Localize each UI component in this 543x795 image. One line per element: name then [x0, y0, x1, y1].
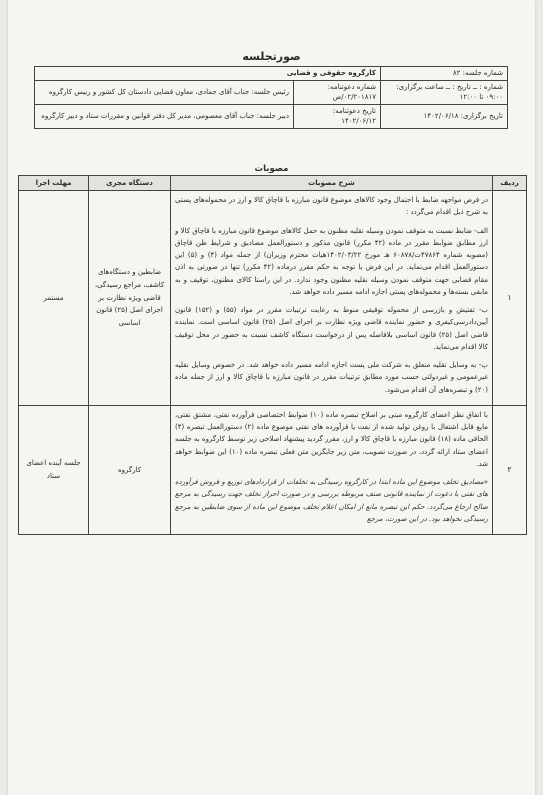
working-group: کارگروه حقوقی و قضایی	[35, 67, 381, 81]
row-number: ۲	[493, 405, 527, 534]
table-row	[19, 405, 527, 534]
deadline: مستمر	[19, 191, 89, 406]
column-header-description: شرح مصوبات	[171, 176, 493, 191]
resolution-description	[171, 191, 493, 406]
invitation-number: شماره دعوتنامه: ۰۲/۲۰۱۸۱۷/ص	[294, 81, 381, 105]
column-header-agency: دستگاه مجری	[89, 176, 171, 191]
resolutions-heading: مصوبات	[254, 164, 289, 174]
resolutions-table	[18, 175, 527, 535]
document-page	[8, 0, 535, 795]
paragraph-alef: الف- ضابط نسبت به متوقف نمودن وسیله نقلیه مظنون به حمل کالاهای موضوع قانون مبارزه با قاچاق کالا و ارز مطابق ضوابط مقرر در ماده (۴۲ مکرر) قانون مذکور و دستورالعمل مصادیق و شرایط ظن قاچاق (مصوبه شماره ۴۷۸۶۴ت/۶۰۸۷۸ هـ مورخ ۱۴۰۲/۰۳/۲۲هیات محترم وزیران) از جمله مواد (۴) و (۵) این دستورالعمل اقدام می‌نماید. در این فرض با توجه به حکم مقرر درماده (۴۲ مکرر) تنها در صورتی به اذن مقام قضایی جهت متوقف نمودن وسیله نقلیه مظنون وجود ندارد. در این راستا کالای مظنون، توقیف و به مابقی بسته‌ها و محموله‌های پستی اجازه ادامه مسیر داده خواهد شد.	[175, 226, 489, 296]
column-header-deadline: مهلت اجرا	[19, 176, 89, 191]
table-row	[19, 191, 527, 406]
resolution-description	[171, 405, 493, 534]
executing-agency: ضابطین و دستگاه‌های کاشف، مراجع رسیدگی، قاضی ویژه نظارت بر اجرای اصل (۲۵) قانون اساسی	[89, 191, 171, 406]
column-header-row: ردیف	[493, 176, 527, 191]
paragraph-pe: پ- به وسایل نقلیه متعلق به شرکت ملی پست اجازه ادامه مسیر داده خواهد شد. در خصوص وسایل نقلیه غیرعمومی و غیردولتی حسب مورد مطابق ترتیبات مقرر در قانون مبارزه با قاچاق کالا و ارز از جمله ماده (۲۰) و تبصره‌های آن اقدام می‌شود.	[175, 361, 488, 394]
meeting-date: تاریخ برگزاری: ۱۴۰۲/۰۶/۱۸	[381, 105, 508, 129]
deadline: جلسه آینده اعضای ستاد	[19, 405, 89, 534]
number-date-time: شماره : ــ تاریخ : ــ ساعت برگزاری: ۰۹:۰۰ تا ۱۲:۰۰	[381, 81, 508, 105]
paragraph-main: با اتفاق نظر اعضای کارگروه مبنی بر اصلاح تبصره ماده (۱۰) ضوابط اختصاصی فرآورده نفتی، مشتق نفتی، مایع قابل اشتعال با روغن تولید شده از نفت یا فرآورده های نفتی موضوع ماده (۲) دستورالعمل تبصره (۴) الحاقی ماده (۱۸) قانون مبارزه با قاچاق کالا و ارز، مقرر گردید پیشنهاد اصلاحی زیر توسط کارگروه به جلسه اعضای ستاد ارائه گردد، در صورت تصویب، متن زیر جایگزین متن فعلی تبصره ماده (۱۰) این ضوابط خواهد شد.	[175, 410, 488, 468]
table-header-row	[19, 176, 527, 191]
document-title: صورتجلسه	[242, 50, 301, 63]
meeting-secretary: دبیر جلسه: جناب آقای معصومی، مدیر کل دفتر قوانین و مقررات ستاد و دبیر کارگروه	[35, 105, 294, 129]
meeting-chair: رئیس جلسه: جناب آقای جمادی، معاون قضایی دادستان کل کشور و رییس کارگروه	[35, 81, 294, 105]
session-number: شماره جلسه: ۸۲	[381, 67, 508, 81]
paragraph-intro: در فرض مواجهه ضابط با احتمال وجود کالاهای موضوع قانون مبارزه با قاچاق کالا و ارز در محموله‌های پستی به شرح ذیل اقدام می‌گردد :	[175, 196, 488, 217]
row-number: ۱	[493, 191, 527, 406]
paragraph-be: ب- تفتیش و بازرسی از محموله توقیفی منوط به رعایت ترتیبات مقرر در مواد (۵۵) و (۱۵۲) قانون آیین‌دادرسی‌کیفری و حضور نماینده قاضی ویژه نظارت بر اجرای اصل (۲۵) قانون اساسی است. نماینده قاضی اصل (۲۵) قانون اساسی بلافاصله پس از درخواست دستگاه کاشف نسبت به حضور در محل توقیف کالا اقدام می‌نماید.	[175, 306, 489, 351]
executing-agency: کارگروه	[89, 405, 171, 534]
invitation-date: تاریخ دعوتنامه: ۱۴۰۲/۰۶/۱۲	[294, 105, 381, 129]
paragraph-amendment-text: «مصادیق تخلف موضوع این ماده ابتدا در کارگروه رسیدگی به تخلفات از قراردادهای توزیع و فروش فرآورده های نفتی با دعوت از نماینده قانونی صنف مربوطه بررسی و در صورت احراز تخلف جهت رسیدگی به مرجع صالح ارجاع می‌گردد. حکم این تبصره مانع از امکان اعلام تخلف موضوع این ماده از سوی ضابطین به مرجع رسیدگی نخواهد بود. در این صورت، مرجع	[175, 478, 488, 523]
meeting-info-table	[34, 66, 508, 129]
